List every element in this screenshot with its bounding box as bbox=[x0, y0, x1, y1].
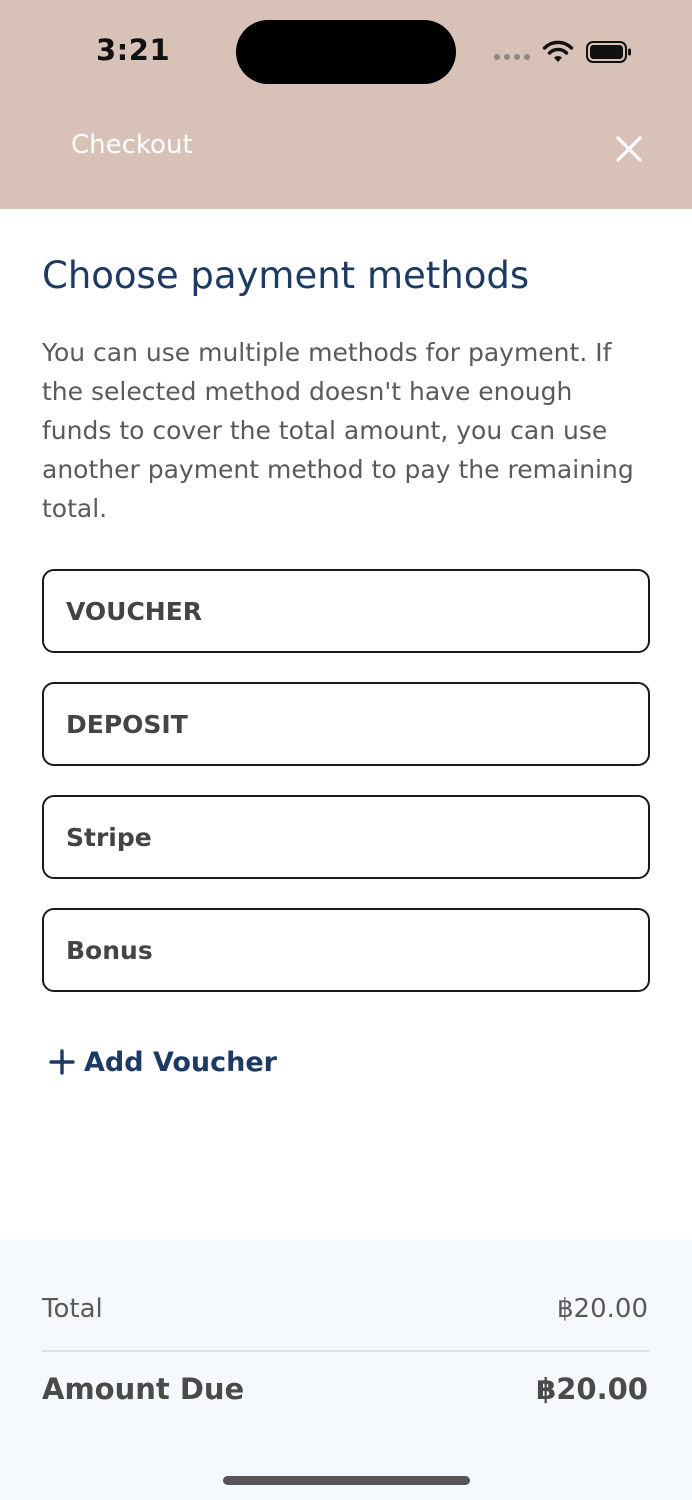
plus-icon bbox=[48, 1048, 76, 1076]
payment-method-label: Bonus bbox=[66, 935, 153, 965]
amount-due-label: Amount Due bbox=[42, 1372, 245, 1406]
close-button[interactable] bbox=[610, 130, 648, 168]
payment-method-label: DEPOSIT bbox=[66, 709, 188, 739]
add-voucher-label: Add Voucher bbox=[84, 1046, 277, 1078]
total-value: ฿20.00 bbox=[557, 1294, 648, 1324]
summary-divider bbox=[42, 1350, 650, 1352]
checkout-header bbox=[0, 0, 692, 209]
page-title: Choose payment methods bbox=[42, 254, 530, 297]
amount-due-value: ฿20.00 bbox=[536, 1372, 648, 1406]
status-time: 3:21 bbox=[96, 33, 171, 67]
order-summary bbox=[0, 1240, 692, 1500]
signal-dots-icon bbox=[494, 54, 530, 60]
payment-method-label: Stripe bbox=[66, 822, 152, 852]
payment-method-voucher[interactable] bbox=[42, 569, 650, 653]
wifi-icon bbox=[542, 40, 574, 64]
page-description: You can use multiple methods for payment. If the selected method doesn't have enough funds to cover the total amount, you can use another payment method to pay the remaining total. bbox=[42, 338, 634, 523]
payment-method-bonus[interactable] bbox=[42, 908, 650, 992]
header-title: Checkout bbox=[71, 130, 193, 160]
payment-method-stripe[interactable] bbox=[42, 795, 650, 879]
add-voucher-button[interactable] bbox=[48, 1040, 277, 1084]
home-indicator[interactable] bbox=[223, 1476, 470, 1485]
battery-icon bbox=[586, 40, 632, 64]
status-icons bbox=[494, 36, 644, 66]
payment-method-deposit[interactable] bbox=[42, 682, 650, 766]
dynamic-island bbox=[236, 20, 456, 84]
total-label: Total bbox=[42, 1294, 103, 1324]
close-icon bbox=[615, 135, 643, 163]
payment-method-label: VOUCHER bbox=[66, 596, 203, 626]
